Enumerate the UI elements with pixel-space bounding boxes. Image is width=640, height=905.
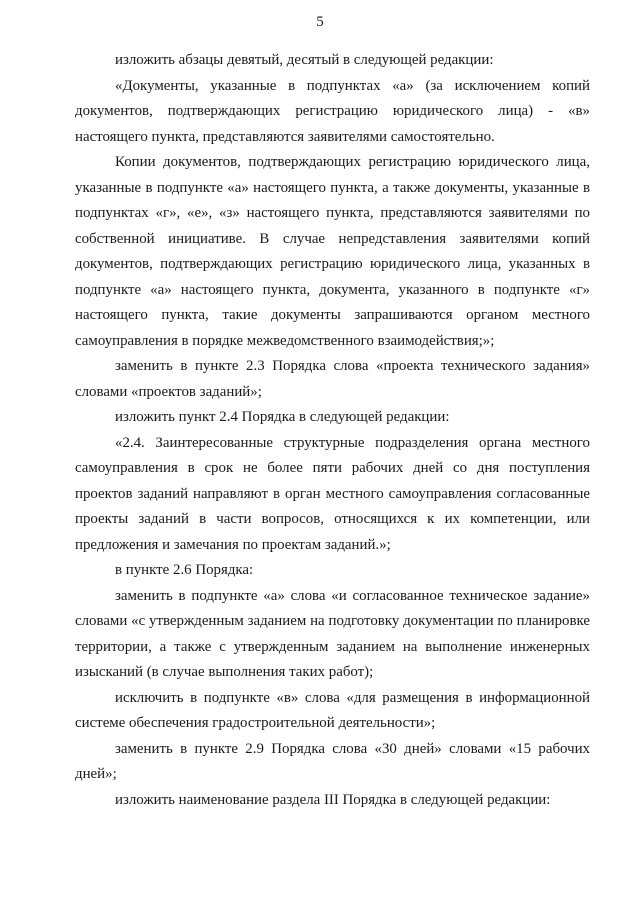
paragraph: исключить в подпункте «в» слова «для размещения в информационной системе обеспечения градостроительной деятельности»; [75, 689, 590, 731]
paragraph: изложить абзацы девятый, десятый в следующей редакции: [115, 52, 494, 68]
document-body [75, 48, 590, 813]
paragraph: заменить в пункте 2.9 Порядка слова «30 дней» словами «15 рабочих дней»; [75, 740, 590, 782]
paragraph: изложить пункт 2.4 Порядка в следующей редакции: [115, 409, 450, 425]
paragraph: в пункте 2.6 Порядка: [115, 562, 254, 578]
paragraph: Копии документов, подтверждающих регистрацию юридического лица, указанные в подпункте «а» настоящего пункта, а также документы, указанные в подпунктах «г», «е», «з» настоящего пункта, представляются заявителями по собственной инициативе. В случае непредставления заявителями копий документов, подтверждающих регистрацию юридического лица, указанных в подпункте «а» настоящего пункта, документа, указанного в подпункте «г» настоящего пункта, такие документы запрашиваются органом местного самоуправления в порядке межведомственного взаимодействия;»; [75, 154, 590, 349]
paragraph: заменить в пункте 2.3 Порядка слова «проекта технического задания» словами «проектов заданий»; [75, 358, 590, 400]
paragraph: «Документы, указанные в подпунктах «а» (за исключением копий документов, подтверждающих регистрацию юридического лица) - «в» настоящего пункта, представляются заявителями самостоятельно. [75, 77, 590, 145]
page-number: 5 [316, 14, 324, 30]
paragraph: изложить наименование раздела III Порядка в следующей редакции: [115, 791, 551, 808]
paragraph: заменить в подпункте «а» слова «и согласованное техническое задание» словами «с утвержденным заданием на подготовку документации по планировке территории, а также с утвержденным заданием на выполнение инженерных изысканий (в случае выполнения таких работ); [75, 587, 590, 680]
paragraph: «2.4. Заинтересованные структурные подразделения органа местного самоуправления в срок не более пяти рабочих дней со дня поступления проектов заданий направляют в орган местного самоуправления согласованные проекты заданий в части вопросов, относящихся к их компетенции, или предложения и замечания по проектам заданий.»; [75, 434, 590, 553]
